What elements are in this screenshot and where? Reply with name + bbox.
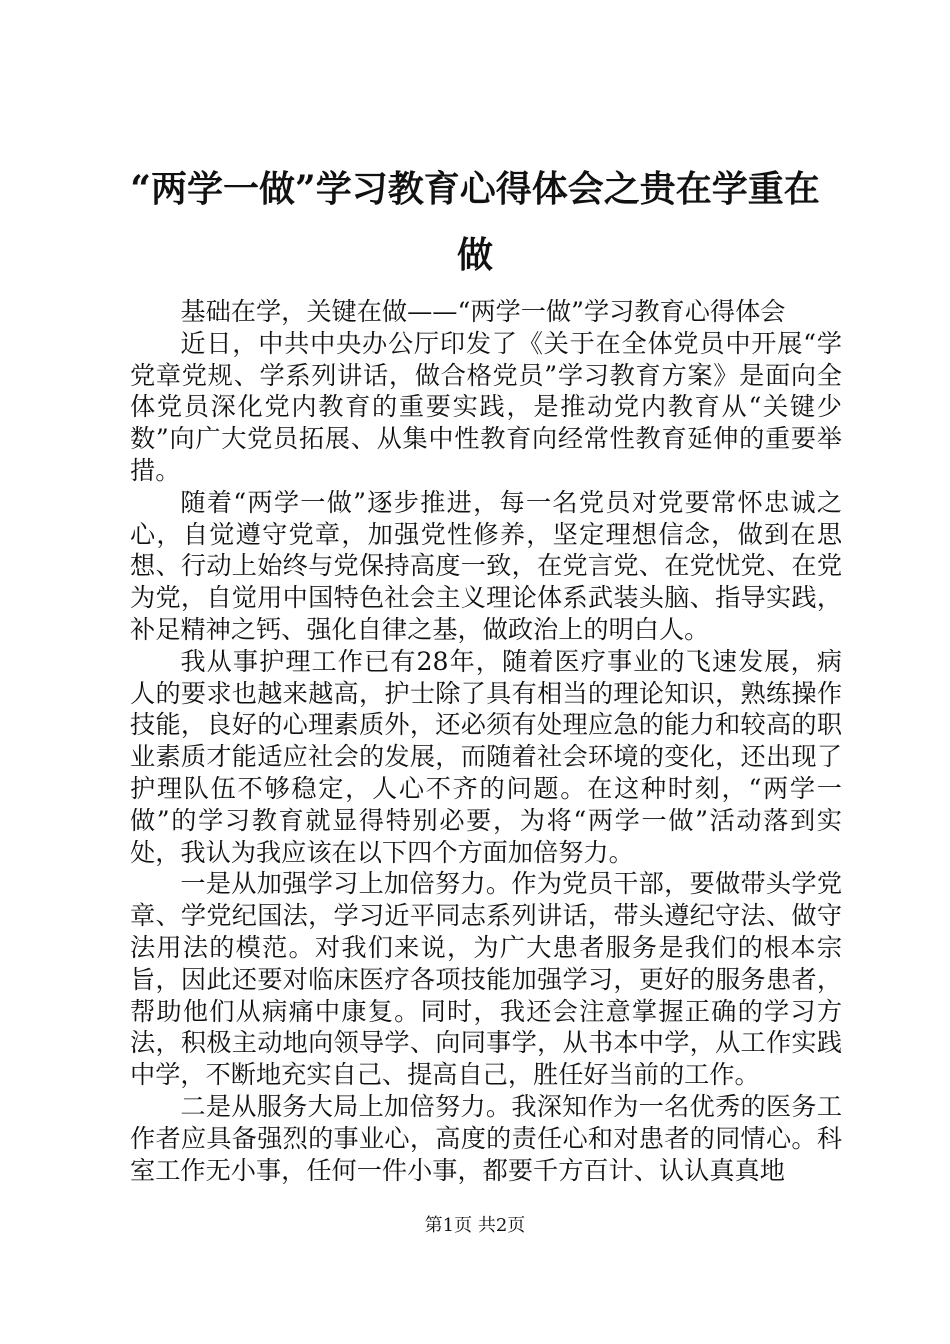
paragraph: 我从事护理工作已有28年，随着医疗事业的飞速发展，病人的要求也越来越高，护士除了具有相当的理论知识，熟练操作技能，良好的心理素质外，还必须有处理应急的能力和较高的职业素质才能适应社会的发展，而随着社会环境的变化，还出现了护理队伍不够稳定，人心不齐的问题。在这种时刻，“两学一做”的学习教育就显得特别必要，为将“两学一做”活动落到实处，我认为我应该在以下四个方面加倍努力。 — [130, 646, 842, 867]
paragraph: 随着“两学一做”逐步推进，每一名党员对党要常怀忠诚之心，自觉遵守党章，加强党性修养，坚定理想信念，做到在思想、行动上始终与党保持高度一致，在党言党、在党忧党、在党为党，自觉用中国特色社会主义理论体系武装头脑、指导实践，补足精神之钙、强化自律之基，做政治上的明白人。 — [130, 487, 842, 644]
paragraph: 一是从加强学习上加倍努力。作为党员干部，要做带头学党章、学党纪国法，学习近平同志系列讲话，带头遵纪守法、做守法用法的模范。对我们来说，为广大患者服务是我们的根本宗旨，因此还要对临床医疗各项技能加强学习，更好的服务患者，帮助他们从病痛中康复。同时，我还会注意掌握正确的学习方法，积极主动地向领导学、向同事学，从书本中学，从工作实践中学，不断地充实自己、提高自己，胜任好当前的工作。 — [130, 869, 842, 1090]
page-footer: 第1页 共2页 — [424, 1215, 526, 1236]
paragraph: 二是从服务大局上加倍努力。我深知作为一名优秀的医务工作者应具备强烈的事业心，高度的责任心和对患者的同情心。科室工作无小事，任何一件小事，都要千方百计、认认真真地 — [130, 1091, 842, 1185]
document-title: “两学一做”学习教育心得体会之贵在学重在做 — [130, 168, 820, 276]
document-body — [130, 296, 842, 1186]
paragraph: 近日，中共中央办公厅印发了《关于在全体党员中开展“学党章党规、学系列讲话，做合格党员”学习教育方案》是面向全体党员深化党内教育的重要实践，是推动党内教育从“关键少数”向广大党员拓展、从集中性教育向经常性教育延伸的重要举措。 — [130, 328, 842, 485]
document-subtitle: 基础在学，关键在做——“两学一做”学习教育心得体会 — [180, 297, 786, 326]
